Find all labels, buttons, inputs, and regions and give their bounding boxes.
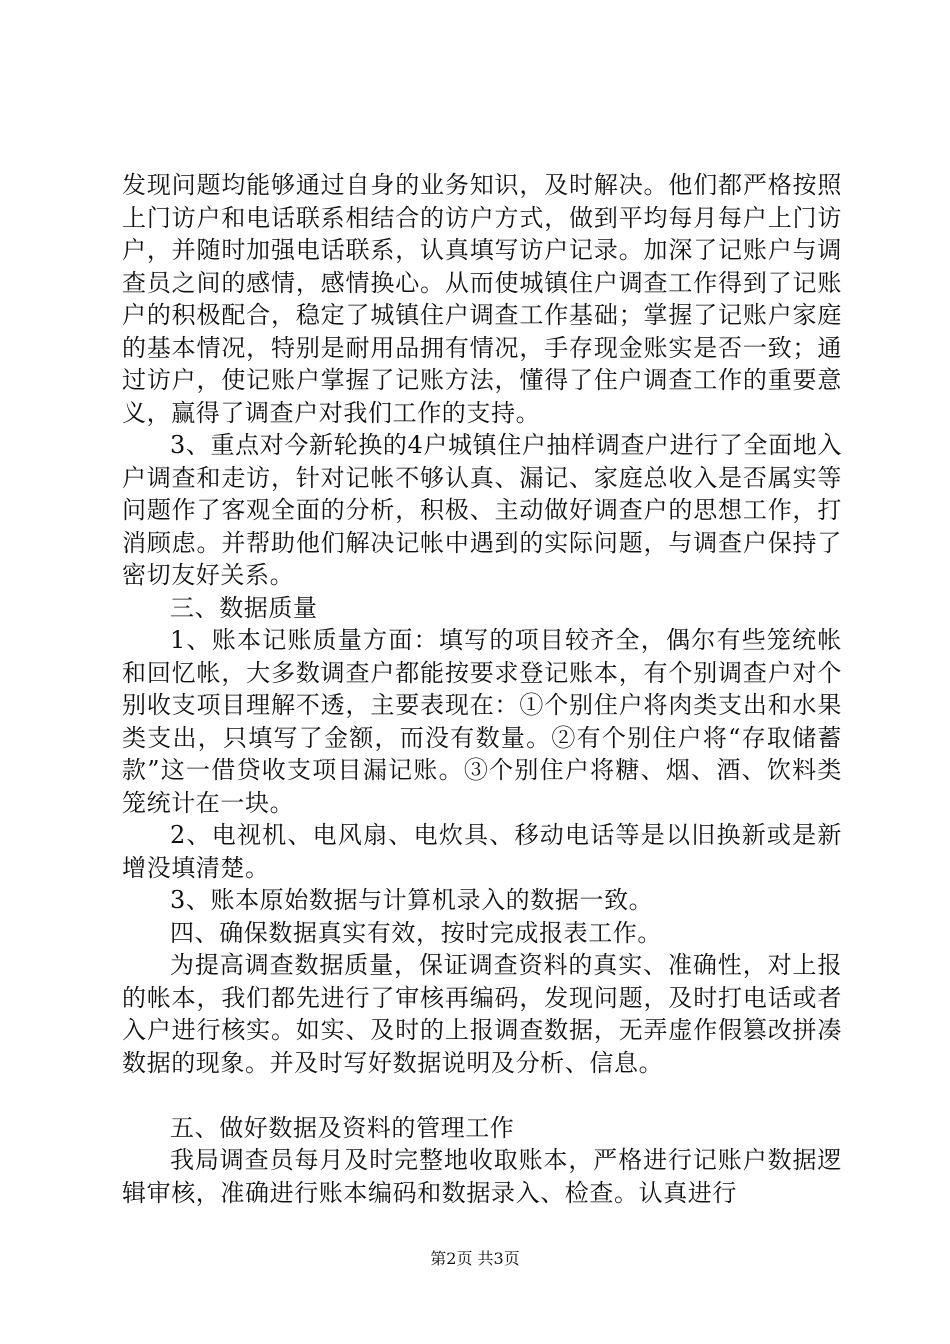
paragraph-item-3-data-consistent: 3、账本原始数据与计算机录入的数据一致。 xyxy=(170,886,654,914)
section-heading-data-management: 五、做好数据及资料的管理工作 xyxy=(170,1113,515,1142)
page-footer: 第2页 共3页 xyxy=(430,1249,520,1268)
paragraph-item-2-appliances: 2、电视机、电风扇、电炊具、移动电话等是以旧换新或是新增没填清楚。 xyxy=(122,821,842,882)
document-body xyxy=(122,169,842,1209)
blank-line xyxy=(122,1079,842,1112)
paragraph-item-3-new-households: 3、重点对今新轮换的4户城镇住户抽样调查户进行了全面地入户调查和走访，针对记帐不够认真、漏记、家庭总收入是否属实等问题作了客观全面的分析，积极、主动做好调查户的思想工作，打消顾虑。并帮助他们解决记帐中遇到的实际问题，与调查户保持了密切友好关系。 xyxy=(122,431,842,589)
section-heading-data-validity: 四、确保数据真实有效，按时完成报表工作。 xyxy=(170,918,662,947)
paragraph-item-1-account-quality: 1、账本记账质量方面：填写的项目较齐全，偶尔有些笼统帐和回忆帐，大多数调查户都能按要求登记账本，有个别调查户对个别收支项目理解不透，主要表现在：①个别住户将肉类支出和水果类支出，只填写了金额，而没有数量。②有个别住户将“存取储蓄款”这一借贷收支项目漏记账。③个别住户将糖、烟、酒、饮料类笼统计在一块。 xyxy=(122,626,842,817)
paragraph-data-verification: 为提高调查数据质量，保证调查资料的真实、准确性，对上报的帐本，我们都先进行了审核再编码，发现问题，及时打电话或者入户进行核实。如实、及时的上报调查数据，无弄虚作假篡改拼凑数据的现象。并及时写好数据说明及分析、信息。 xyxy=(122,951,842,1077)
paragraph-account-collection: 我局调查员每月及时完整地收取账本，严格进行记账户数据逻辑审核，准确进行账本编码和数据录入、检查。认真进行 xyxy=(122,1146,842,1207)
section-heading-data-quality: 三、数据质量 xyxy=(170,593,318,622)
paragraph-continued: 发现问题均能够通过自身的业务知识，及时解决。他们都严格按照上门访户和电话联系相结合的访户方式，做到平均每月每户上门访户，并随时加强电话联系，认真填写访户记录。加深了记账户与调查员之间的感情，感情换心。从而使城镇住户调查工作得到了记账户的积极配合，稳定了城镇住户调查工作基础；掌握了记账户家庭的基本情况，特别是耐用品拥有情况，手存现金账实是否一致；通过访户，使记账户掌握了记账方法，懂得了住户调查工作的重要意义，赢得了调查户对我们工作的支持。 xyxy=(122,171,842,427)
